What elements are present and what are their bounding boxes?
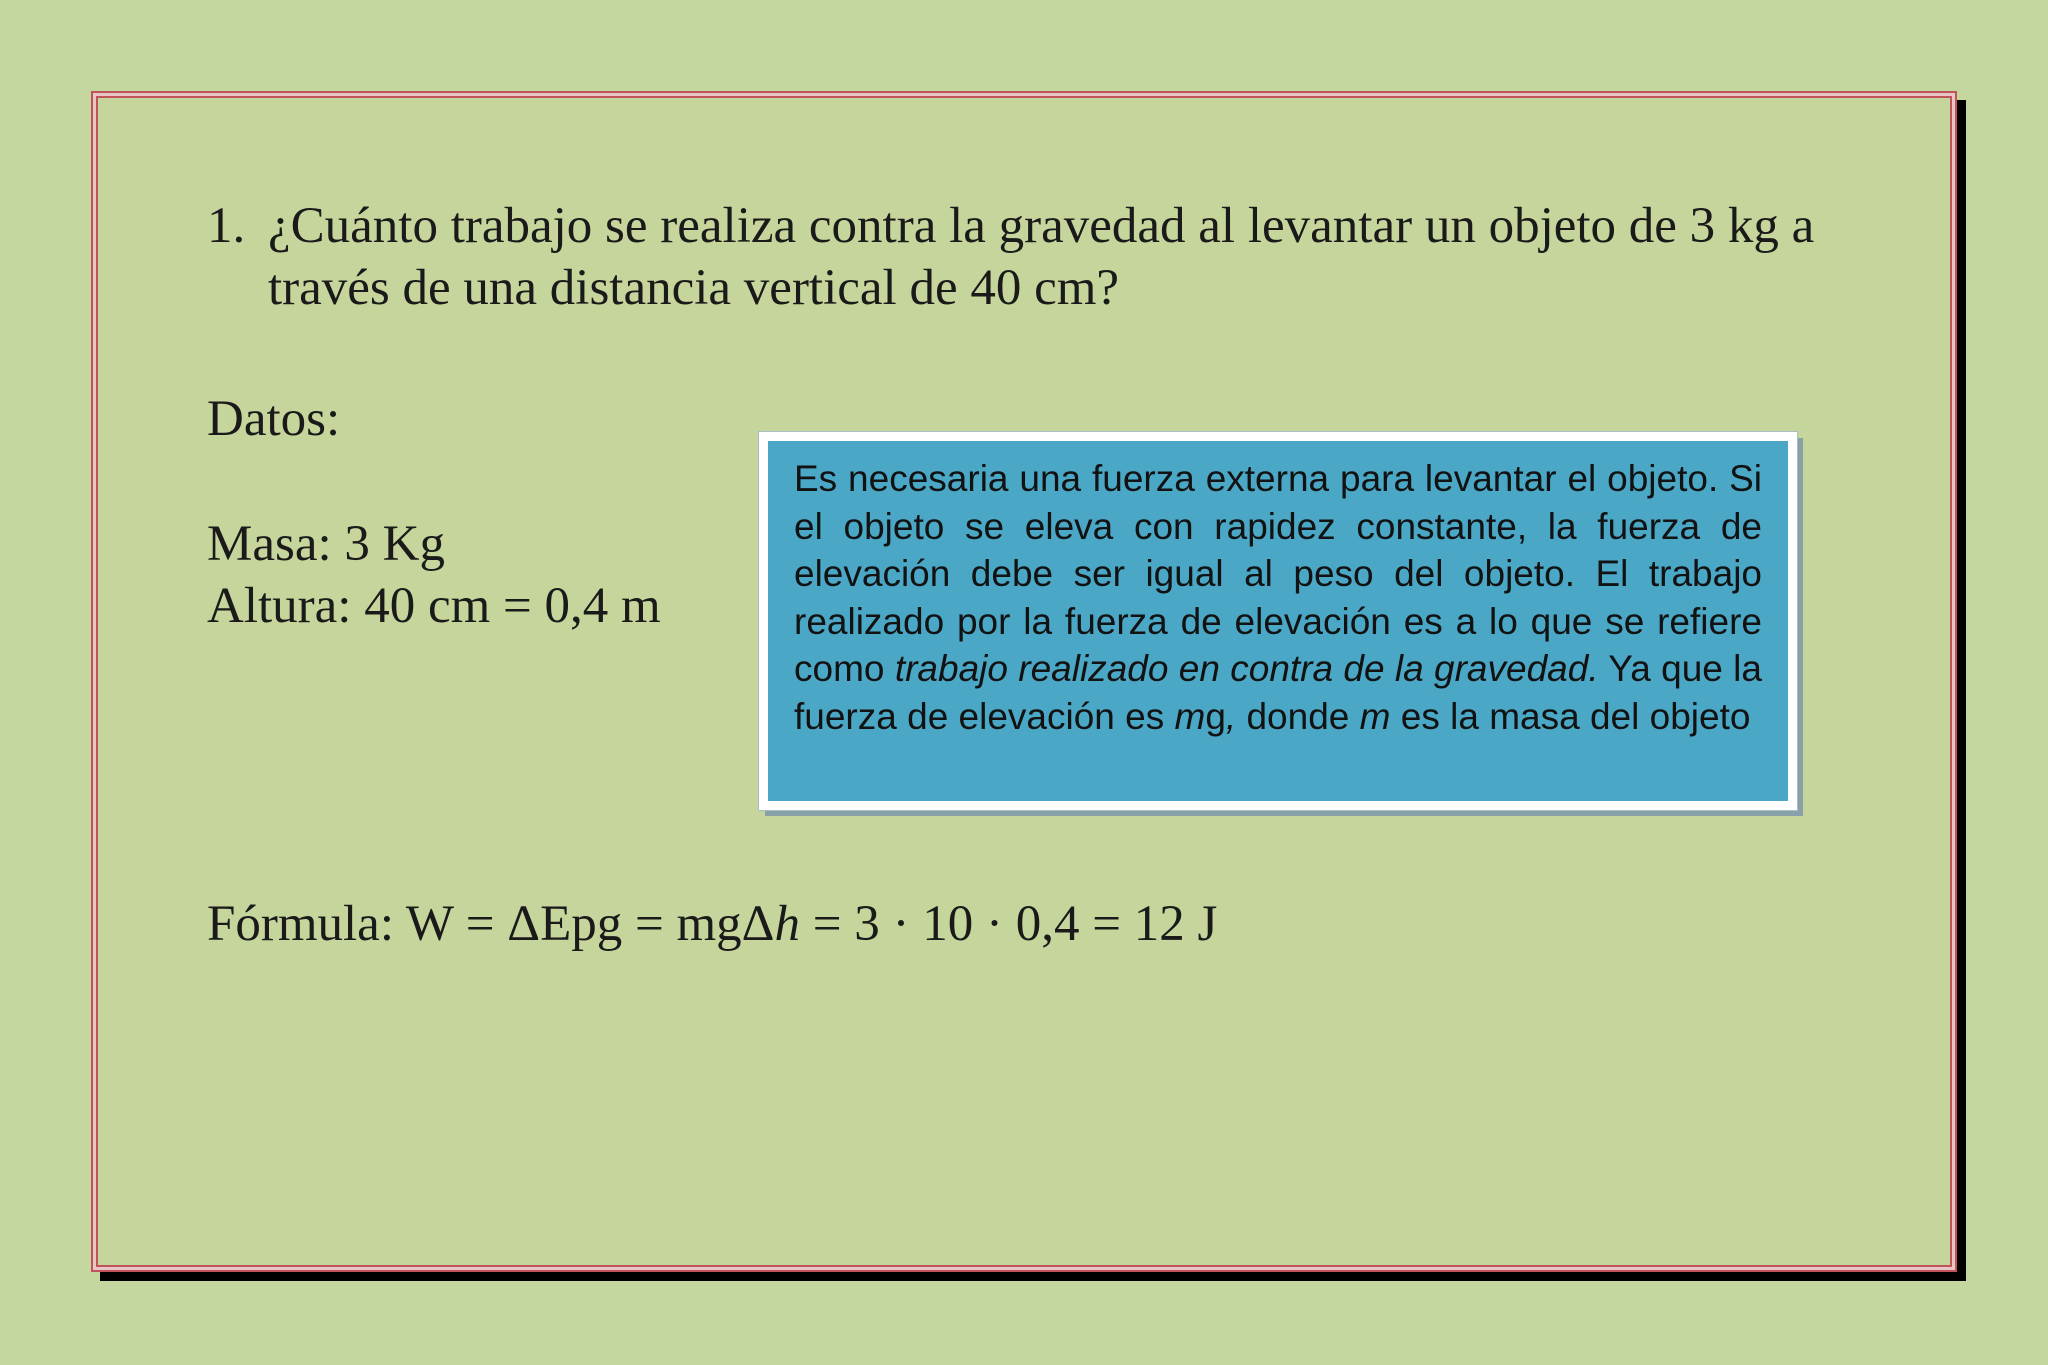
info-box	[759, 432, 1797, 810]
info-box-text	[794, 455, 1762, 740]
info-text-italic1: trabajo realizado en contra de la gravedad.	[894, 648, 1599, 689]
altura-value: Altura: 40 cm = 0,4 m	[207, 578, 661, 634]
info-text-part2: Ya que la fuerza de elevación es	[794, 648, 1762, 737]
info-text-italic3: ,	[1225, 695, 1237, 737]
datos-label: Datos:	[207, 391, 341, 447]
info-text-part5: es la masa del objeto	[1390, 695, 1751, 737]
info-text-italic2: m	[1174, 695, 1206, 737]
info-text-part1: Es necesaria una fuerza externa para levantar el objeto. Si el objeto se eleva con rapidez constante, la fuerza de elevación debe ser igual al peso del objeto. El trabajo realizado por la fuerza de elevación es a lo que se refiere como	[794, 458, 1762, 689]
question-number: 1.	[207, 198, 246, 254]
question-text: ¿Cuánto trabajo se realiza contra la gravedad al levantar un objeto de 3 kg a través de una distancia vertical de 40 cm?	[268, 198, 1815, 316]
info-text-part3: g	[1205, 695, 1226, 737]
info-text-part4: donde	[1236, 695, 1360, 737]
masa-value: Masa: 3 Kg	[207, 516, 445, 572]
formula	[207, 893, 1217, 955]
formula-italic-h: h	[774, 896, 800, 952]
info-text-italic4: m	[1359, 695, 1391, 737]
formula-after: = 3 · 10 · 0,4 = 12 J	[799, 896, 1218, 952]
formula-before: Fórmula: W = ΔEpg = mgΔ	[207, 896, 775, 952]
